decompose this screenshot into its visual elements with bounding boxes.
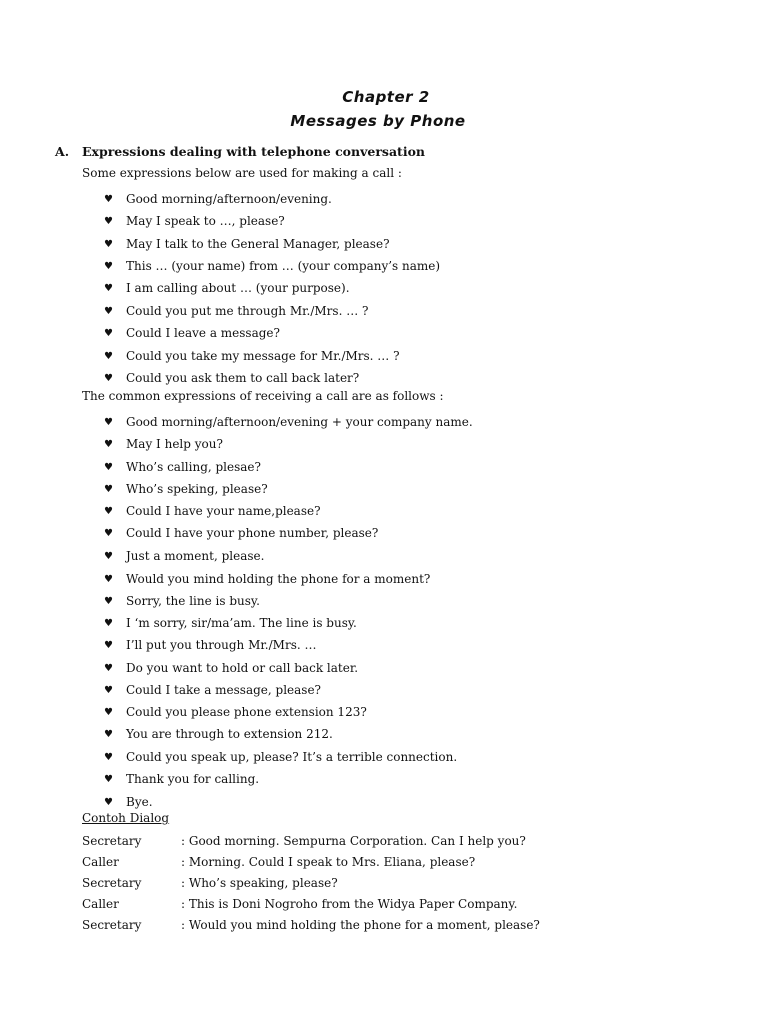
heart-bullet-icon: ♥ [104, 439, 113, 450]
list-item [104, 746, 458, 764]
list-item [104, 545, 265, 563]
list-item-text: Good morning/afternoon/evening. [126, 192, 332, 206]
section-letter: A. [55, 144, 70, 159]
dialog-row [82, 918, 682, 933]
list-item-text: Could you please phone extension 123? [126, 705, 367, 719]
list-item [104, 300, 369, 318]
list-item [104, 723, 333, 741]
list-item [104, 367, 360, 385]
list-item [104, 701, 367, 719]
heart-bullet-icon: ♥ [104, 506, 113, 517]
list-item-text: Would you mind holding the phone for a moment? [126, 572, 431, 586]
list-item [104, 277, 350, 295]
list-item-text: Do you want to hold or call back later. [126, 661, 359, 675]
list-item [104, 522, 379, 540]
heart-bullet-icon: ♥ [104, 707, 113, 718]
list-item-text: Bye. [126, 795, 153, 809]
making-call-intro: Some expressions below are used for making a call : [82, 166, 402, 180]
heart-bullet-icon: ♥ [104, 752, 113, 763]
list-item [104, 322, 280, 340]
chapter-subtitle: Messages by Phone [290, 112, 466, 130]
list-item-text: Sorry, the line is busy. [126, 594, 260, 608]
heart-bullet-icon: ♥ [104, 194, 113, 205]
list-item-text: You are through to extension 212. [126, 727, 333, 741]
dialog-speaker: Secretary [82, 834, 142, 848]
dialog-utterance: : Morning. Could I speak to Mrs. Eliana, please? [181, 855, 476, 869]
heart-bullet-icon: ♥ [104, 261, 113, 272]
list-item [104, 188, 332, 206]
heart-bullet-icon: ♥ [104, 484, 113, 495]
list-item [104, 456, 261, 474]
list-item-text: Could I take a message, please? [126, 683, 321, 697]
heart-bullet-icon: ♥ [104, 729, 113, 740]
list-item-text: Could I have your phone number, please? [126, 526, 379, 540]
list-item [104, 791, 153, 809]
list-item-text: Who’s calling, plesae? [126, 460, 261, 474]
list-item-text: Thank you for calling. [126, 772, 260, 786]
list-item-text: Who’s speking, please? [126, 482, 268, 496]
dialog-row [82, 855, 682, 870]
list-item-text: Could I leave a message? [126, 326, 280, 340]
list-item-text: Could you take my message for Mr./Mrs. … ? [126, 349, 400, 363]
receiving-call-intro: The common expressions of receiving a call are as follows : [82, 389, 444, 403]
list-item-text: Could you put me through Mr./Mrs. … ? [126, 304, 369, 318]
list-item-text: I am calling about … (your purpose). [126, 281, 350, 295]
list-item-text: Good morning/afternoon/evening + your company name. [126, 415, 473, 429]
list-item [104, 478, 268, 496]
list-item-text: Could you ask them to call back later? [126, 371, 360, 385]
heart-bullet-icon: ♥ [104, 328, 113, 339]
heart-bullet-icon: ♥ [104, 216, 113, 227]
dialog-speaker: Caller [82, 855, 119, 869]
list-item-text: This … (your name) from … (your company’s name) [126, 259, 441, 273]
dialog-utterance: : This is Doni Nogroho from the Widya Paper Company. [181, 897, 518, 911]
heart-bullet-icon: ♥ [104, 640, 113, 651]
list-item [104, 255, 441, 273]
heart-bullet-icon: ♥ [104, 663, 113, 674]
list-item-text: Could you speak up, please? It’s a terrible connection. [126, 750, 458, 764]
list-item-text: I ‘m sorry, sir/ma’am. The line is busy. [126, 616, 357, 630]
list-item [104, 679, 321, 697]
dialog-utterance: : Good morning. Sempurna Corporation. Can I help you? [181, 834, 526, 848]
chapter-title: Chapter 2 [342, 88, 430, 106]
heart-bullet-icon: ♥ [104, 306, 113, 317]
list-item-text: May I speak to …, please? [126, 214, 285, 228]
list-item-text: Just a moment, please. [126, 549, 265, 563]
dialog-utterance: : Who’s speaking, please? [181, 876, 338, 890]
heart-bullet-icon: ♥ [104, 462, 113, 473]
heart-bullet-icon: ♥ [104, 596, 113, 607]
list-item [104, 768, 260, 786]
list-item [104, 433, 223, 451]
section-heading: Expressions dealing with telephone conversation [82, 144, 425, 159]
dialog-speaker: Caller [82, 897, 119, 911]
list-item [104, 210, 285, 228]
dialog-heading: Contoh Dialog [82, 811, 170, 825]
dialog-row [82, 834, 682, 849]
heart-bullet-icon: ♥ [104, 774, 113, 785]
list-item [104, 568, 431, 586]
list-item [104, 612, 357, 630]
dialog-row [82, 897, 682, 912]
dialog-utterance: : Would you mind holding the phone for a moment, please? [181, 918, 540, 932]
list-item [104, 345, 400, 363]
dialog-speaker: Secretary [82, 918, 142, 932]
heart-bullet-icon: ♥ [104, 551, 113, 562]
heart-bullet-icon: ♥ [104, 283, 113, 294]
list-item-text: May I help you? [126, 437, 223, 451]
heart-bullet-icon: ♥ [104, 797, 113, 808]
heart-bullet-icon: ♥ [104, 685, 113, 696]
list-item-text: Could I have your name,please? [126, 504, 321, 518]
list-item [104, 657, 359, 675]
list-item-text: May I talk to the General Manager, please? [126, 237, 390, 251]
heart-bullet-icon: ♥ [104, 351, 113, 362]
list-item [104, 500, 321, 518]
heart-bullet-icon: ♥ [104, 618, 113, 629]
heart-bullet-icon: ♥ [104, 373, 113, 384]
heart-bullet-icon: ♥ [104, 574, 113, 585]
dialog-speaker: Secretary [82, 876, 142, 890]
list-item [104, 411, 473, 429]
heart-bullet-icon: ♥ [104, 528, 113, 539]
dialog-row [82, 876, 682, 891]
heart-bullet-icon: ♥ [104, 239, 113, 250]
list-item [104, 634, 317, 652]
list-item [104, 233, 390, 251]
list-item [104, 590, 260, 608]
list-item-text: I’ll put you through Mr./Mrs. … [126, 638, 317, 652]
heart-bullet-icon: ♥ [104, 417, 113, 428]
